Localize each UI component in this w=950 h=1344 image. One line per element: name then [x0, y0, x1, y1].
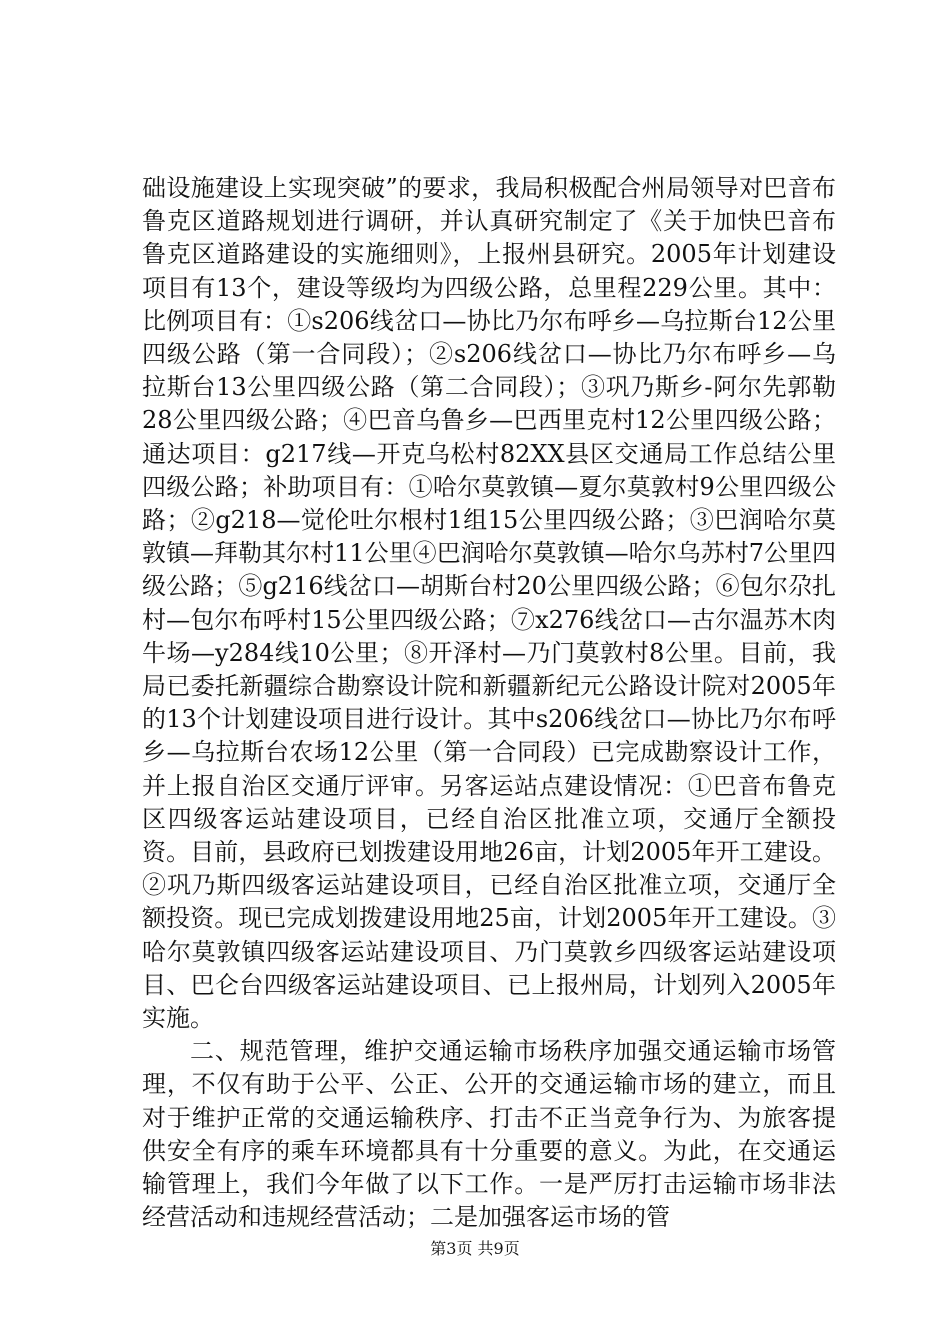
paragraph-market-management: 二、规范管理，维护交通运输市场秩序加强交通运输市场管理，不仅有助于公平、公正、公开的交通运输市场的建立，而且对于维护正常的交通运输秩序、打击不正当竞争行为、为旅客提供安全有序的乘车环境都具有十分重要的意义。为此，在交通运输管理上，我们今年做了以下工作。一是严厉打击运输市场非法经营活动和违规经营活动；二是加强客运市场的管	[142, 1037, 836, 1232]
document-body	[142, 172, 836, 1235]
paragraph-projects: 础设施建设上实现突破”的要求，我局积极配合州局领导对巴音布鲁克区道路规划进行调研，并认真研究制定了《关于加快巴音布鲁克区道路建设的实施细则》，上报州县研究。2005年计划建设项目有13个，建设等级均为四级公路，总里程229公里。其中：比例项目有：①s206线岔口—协比乃尔布呼乡—乌拉斯台12公里四级公路（第一合同段）；②s206线岔口—协比乃尔布呼乡—乌拉斯台13公里四级公路（第二合同段）；③巩乃斯乡-阿尔先郭勒28公里四级公路；④巴音乌鲁乡—巴西里克村12公里四级公路；通达项目：g217线—开克乌松村82XX县区交通局工作总结公里四级公路；补助项目有：①哈尔莫敦镇—夏尔莫敦村9公里四级公路；②g218—觉伦吐尔根村1组15公里四级公路；③巴润哈尔莫敦镇—拜勒其尔村11公里④巴润哈尔莫敦镇—哈尔乌苏村7公里四级公路；⑤g216线岔口—胡斯台村20公里四级公路；⑥包尔尕扎村—包尔布呼村15公里四级公路；⑦x276线岔口—古尔温苏木肉牛场—y284线10公里；⑧开泽村—乃门莫敦村8公里。目前，我局已委托新疆综合勘察设计院和新疆新纪元公路设计院对2005年的13个计划建设项目进行设计。其中s206线岔口—协比乃尔布呼乡—乌拉斯台农场12公里（第一合同段）已完成勘察设计工作，并上报自治区交通厅评审。另客运站点建设情况：①巴音布鲁克区四级客运站建设项目，已经自治区批准立项，交通厅全额投资。目前，县政府已划拨建设用地26亩，计划2005年开工建设。②巩乃斯四级客运站建设项目，已经自治区批准立项，交通厅全额投资。现已完成划拨建设用地25亩，计划2005年开工建设。③哈尔莫敦镇四级客运站建设项目、乃门莫敦乡四级客运站建设项目、巴仑台四级客运站建设项目、已上报州局，计划列入2005年实施。	[142, 174, 836, 1033]
page-number-footer: 第3页 共9页	[430, 1239, 520, 1258]
